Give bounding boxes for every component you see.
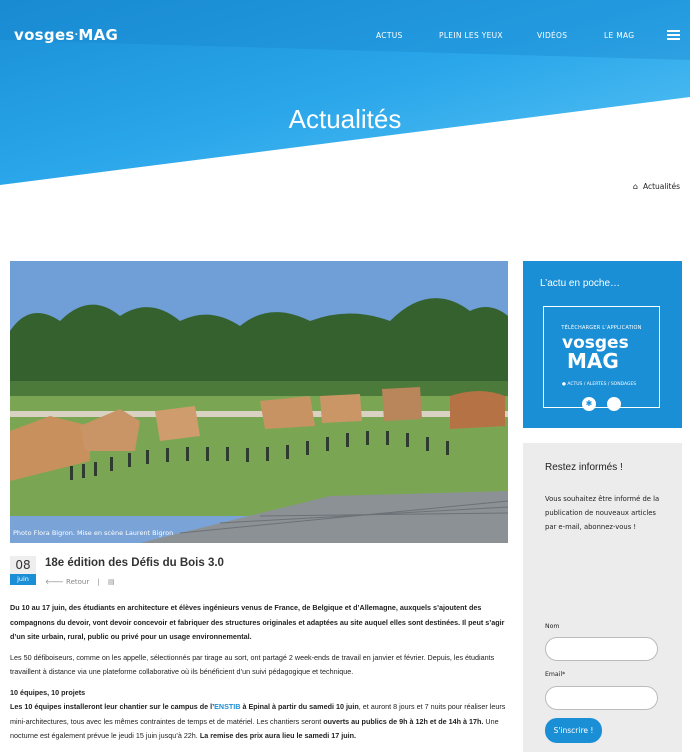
article-meta — [45, 577, 115, 586]
name-label: Nom — [545, 623, 560, 630]
site-logo[interactable]: vosges·MAG — [14, 26, 119, 44]
newsletter-title: Restez informés ! — [545, 462, 623, 473]
article-title: 18e édition des Défis du Bois 3.0 — [45, 557, 224, 569]
home-icon[interactable]: ⌂ — [632, 182, 638, 191]
date-day: 08 — [10, 556, 36, 574]
back-link[interactable]: Retour — [66, 578, 90, 586]
page-title: Actualités — [288, 104, 402, 134]
hamburger-icon[interactable] — [667, 30, 680, 40]
nav-item-videos[interactable]: VIDÉOS — [537, 31, 568, 40]
article-intro: Du 10 au 17 juin, des étudiants en architecture et élèves ingénieurs venus de France, de Belgique et d’Allemagne, auxquels s’ajoutent des compagnons du devoir, vont devoir concevoir et fabriquer des structures originales et adaptées au site auquel elles sont destinées. Il peut s’agir d’un site urbain, rural, public ou privé pour un usage environnemental. — [10, 603, 505, 641]
meta-divider: | — [97, 578, 100, 586]
main-nav — [0, 31, 690, 43]
newsletter-text: Vous souhaitez être informé de la publication de nouveaux articles par e-mail, abonnez-vous ! — [545, 495, 660, 531]
hero-banner — [0, 0, 690, 185]
article-photo — [10, 261, 508, 543]
newsletter-form — [523, 608, 682, 752]
apple-icon[interactable] — [607, 397, 621, 411]
subscribe-button[interactable]: S'inscrire ! — [545, 718, 602, 743]
photo-caption: Photo Flora Bigron. Mise en scène Laurent Bigron — [13, 529, 174, 537]
back-arrow-icon[interactable]: 🡐 — [45, 578, 64, 586]
app-tags: ● ACTUS / ALERTES / SONDAGES — [562, 382, 637, 387]
breadcrumb — [633, 182, 680, 191]
article-paragraph: Les 50 défiboiseurs, comme on les appelle, sélectionnés par tirage au sort, ont partagé 2 week-ends de travail en janvier et février. Depuis, les étudiants travaillent à distance via une plateforme collaborative où ils bénéficient d’un suivi pédagogique et technique. — [10, 652, 495, 676]
download-label: TÉLÉCHARGER L’APPLICATION — [561, 325, 642, 331]
app-logo-vosges: vosges — [562, 333, 629, 353]
email-label: Email* — [545, 671, 566, 678]
nav-item-le-mag[interactable]: LE MAG — [604, 31, 635, 40]
date-month: juin — [10, 574, 36, 585]
section-heading: 10 équipes, 10 projets — [10, 687, 86, 697]
app-promo[interactable] — [523, 261, 682, 428]
article-paragraph — [10, 686, 510, 701]
app-logo-mag: MAG — [567, 349, 619, 373]
newsletter-panel — [523, 443, 682, 608]
date-badge — [10, 556, 36, 586]
android-icon[interactable]: ✱ — [582, 397, 596, 411]
name-field[interactable] — [545, 637, 658, 661]
app-card[interactable] — [543, 306, 660, 408]
nav-item-plein-les-yeux[interactable]: PLEIN LES YEUX — [439, 31, 503, 40]
nav-item-actus[interactable]: ACTUS — [376, 31, 403, 40]
promo-title: L’actu en poche… — [540, 278, 621, 289]
print-icon[interactable]: ▤ — [108, 578, 115, 586]
article-body — [10, 601, 510, 750]
enstib-link[interactable]: ENSTIB — [214, 702, 241, 711]
email-field[interactable] — [545, 686, 658, 710]
article-paragraph: Les 10 équipes installeront leur chantier sur le campus de l’ENSTIB à Epinal à partir du samedi 10 juin, et auront 8 jours et 7 nuits pour réaliser leurs mini-architectures, tous avec les mêmes contraintes de temps et de matériel. Les chantiers seront ouverts au publics de 9h à 12h et de 14h à 17h. Une nocturne est également prévue le jeudi 15 juin jusqu’à 22h. La remise des prix aura lieu le samedi 17 juin. — [10, 702, 506, 740]
breadcrumb-current: Actualités — [642, 182, 680, 191]
